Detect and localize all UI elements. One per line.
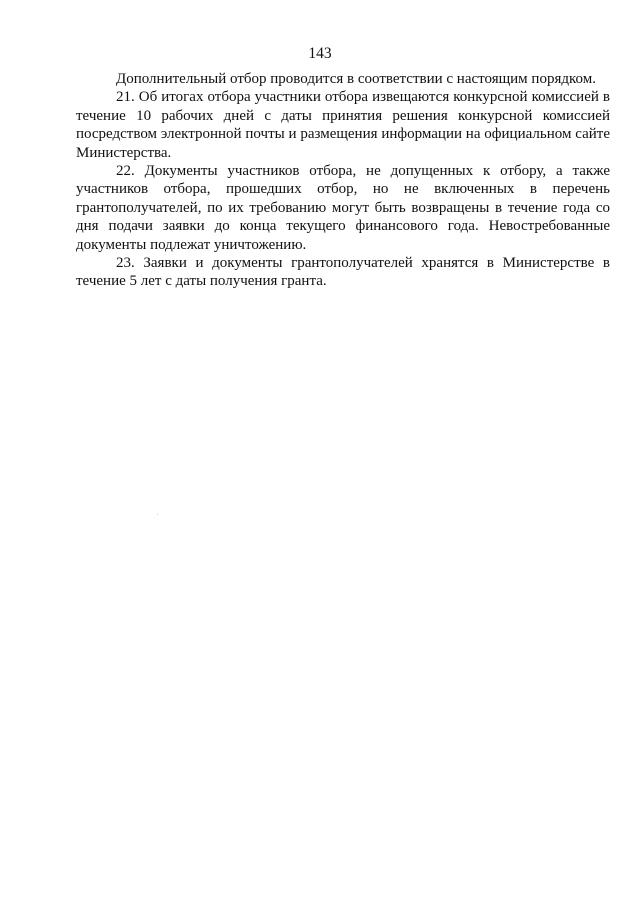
document-body	[76, 70, 610, 291]
scan-speck	[157, 514, 158, 515]
paragraph-23: 23. Заявки и документы грантополучателей хранятся в Министерстве в течение 5 лет с даты получения гранта.	[76, 255, 610, 290]
paragraph-additional-selection: Дополнительный отбор проводится в соответствии с настоящим порядком.	[116, 71, 596, 87]
paragraph-22: 22. Документы участников отбора, не допущенных к отбору, а также участников отбора, прошедших отбор, но не включенных в перечень грантополучателей, по их требованию могут быть возвращены в течение года со дня подачи заявки до конца текущего финансового года. Невостребованные документы подлежат уничтожению.	[76, 163, 610, 253]
paragraph-21: 21. Об итогах отбора участники отбора извещаются конкурсной комиссией в течение 10 рабочих дней с даты принятия решения конкурсной комиссией посредством электронной почты и размещения информации на официальном сайте Министерства.	[76, 89, 610, 161]
page-number: 143	[308, 45, 332, 62]
